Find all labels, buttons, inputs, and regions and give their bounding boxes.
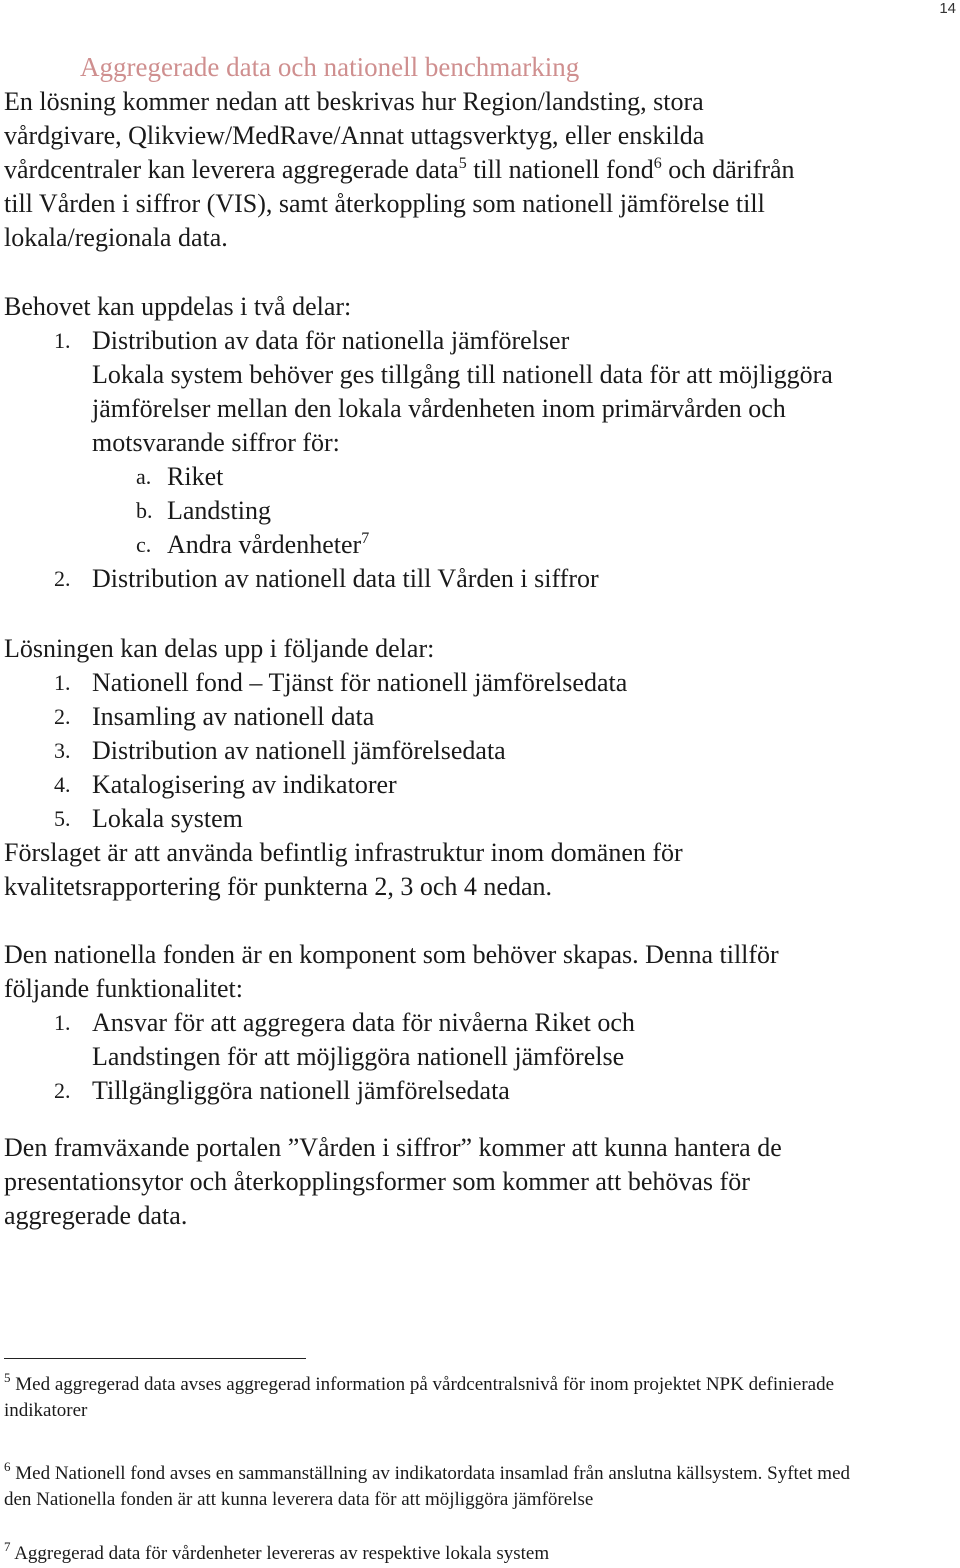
solution-section: [4, 632, 954, 904]
sub-list-item: [4, 494, 954, 528]
list-number: 1.: [54, 670, 71, 695]
list-text: Insamling av nationell data: [92, 702, 375, 731]
footnote-mark: 7: [4, 1539, 11, 1554]
sub-list-text: [167, 528, 369, 562]
footnote-line: [4, 1541, 949, 1567]
footnote-7: [4, 1541, 949, 1567]
list-number: 2.: [54, 704, 71, 729]
portal-paragraph: [4, 1131, 954, 1233]
footnote-ref-5[interactable]: 5: [458, 155, 467, 172]
list-item: [4, 734, 954, 768]
portal-line: aggregerade data.: [4, 1201, 188, 1230]
list-text: Distribution av data för nationella jämförelser: [92, 326, 570, 355]
intro-line: lokala/regionala data.: [4, 223, 228, 252]
intro-line: En lösning kommer nedan att beskrivas hur Region/landsting, stora: [4, 87, 704, 116]
portal-line: presentationsytor och återkopplingsformer som kommer att behövas för: [4, 1167, 750, 1196]
list-number: 1.: [54, 1010, 71, 1035]
intro-text: vårdcentraler kan leverera aggregerade data: [4, 155, 459, 184]
footnote-line: den Nationella fonden är att kunna leverera data för att möjliggöra jämförelse: [4, 1489, 594, 1510]
list-text: Ansvar för att aggregera data för nivåerna Riket och: [92, 1008, 635, 1037]
section-heading: Aggregerade data och nationell benchmarking: [80, 52, 580, 82]
list-text: Katalogisering av indikatorer: [92, 770, 397, 799]
solution-title: Lösningen kan delas upp i följande delar:: [4, 634, 435, 663]
sub-list-item: [4, 528, 954, 562]
list-item: [4, 802, 954, 836]
sub-list-letter: b.: [136, 498, 153, 523]
list-item: [4, 324, 954, 358]
footnote-line: [4, 1372, 949, 1398]
footnote-line: indikatorer: [4, 1400, 88, 1421]
list-number: 2.: [54, 566, 71, 591]
needs-section: [4, 290, 954, 596]
fund-section: [4, 938, 954, 1108]
footnote-mark: 5: [4, 1370, 11, 1385]
intro-line: [4, 153, 954, 187]
footnote-6: [4, 1461, 949, 1513]
list-text: Tillgängliggöra nationell jämförelsedata: [92, 1076, 510, 1105]
footnote-text: Aggregerad data för vårdenheter levereras av respektive lokala system: [14, 1543, 550, 1564]
sub-list-text: Riket: [167, 462, 224, 491]
footnote-line: [4, 1461, 949, 1487]
list-number: 3.: [54, 738, 71, 763]
footnote-5: [4, 1372, 949, 1424]
footnote-ref-7[interactable]: 7: [361, 530, 370, 547]
sub-list-letter: c.: [136, 532, 152, 557]
intro-line: till Vården i siffror (VIS), samt återkoppling som nationell jämförelse till: [4, 189, 765, 218]
list-desc: Lokala system behöver ges tillgång till nationell data för att möjliggöra: [92, 360, 833, 389]
proposal-line: kvalitetsrapportering för punkterna 2, 3 och 4 nedan.: [4, 872, 552, 901]
list-item: [4, 666, 954, 700]
intro-text: och därifrån: [661, 155, 795, 184]
sub-list-label: Andra vårdenheter: [167, 530, 362, 559]
list-text-continued: Landstingen för att möjliggöra nationell jämförelse: [92, 1042, 625, 1071]
page-number: 14: [939, 0, 956, 17]
list-number: 1.: [54, 328, 71, 353]
list-item: [4, 1074, 954, 1108]
sub-list-text: Landsting: [167, 496, 271, 525]
fund-line: följande funktionalitet:: [4, 974, 243, 1003]
intro-line: vårdgivare, Qlikview/MedRave/Annat uttagsverktyg, eller enskilda: [4, 121, 705, 150]
list-text: Distribution av nationell data till Vården i siffror: [92, 564, 599, 593]
footnote-ref-6[interactable]: 6: [653, 155, 662, 172]
list-item: [4, 700, 954, 734]
sub-list-letter: a.: [136, 464, 152, 489]
list-text: Distribution av nationell jämförelsedata: [92, 736, 506, 765]
list-item: [4, 562, 954, 596]
portal-line: Den framväxande portalen ”Vården i siffror” kommer att kunna hantera de: [4, 1133, 782, 1162]
needs-title: Behovet kan uppdelas i två delar:: [4, 292, 352, 321]
list-number: 2.: [54, 1078, 71, 1103]
footnote-text: Med Nationell fond avses en sammanställning av indikatordata insamlad från anslutna källsystem. Syftet med: [15, 1463, 850, 1484]
list-number: 4.: [54, 772, 71, 797]
footnote-text: Med aggregerad data avses aggregerad information på vårdcentralsnivå för inom projektet NPK definierade: [15, 1374, 835, 1395]
sub-list-item: [4, 460, 954, 494]
fund-line: Den nationella fonden är en komponent som behöver skapas. Denna tillför: [4, 940, 779, 969]
list-number: 5.: [54, 806, 71, 831]
proposal-line: Förslaget är att använda befintlig infrastruktur inom domänen för: [4, 838, 683, 867]
list-item: [4, 1006, 954, 1040]
list-desc: jämförelser mellan den lokala vårdenheten inom primärvården och: [92, 394, 786, 423]
list-desc: motsvarande siffror för:: [92, 428, 340, 457]
list-text: Nationell fond – Tjänst för nationell jämförelsedata: [92, 668, 628, 697]
footnote-separator: [4, 1358, 306, 1359]
intro-paragraph: [4, 85, 954, 255]
footnote-mark: 6: [4, 1459, 11, 1474]
list-item: [4, 768, 954, 802]
list-text: Lokala system: [92, 804, 243, 833]
intro-text: till nationell fond: [466, 155, 654, 184]
